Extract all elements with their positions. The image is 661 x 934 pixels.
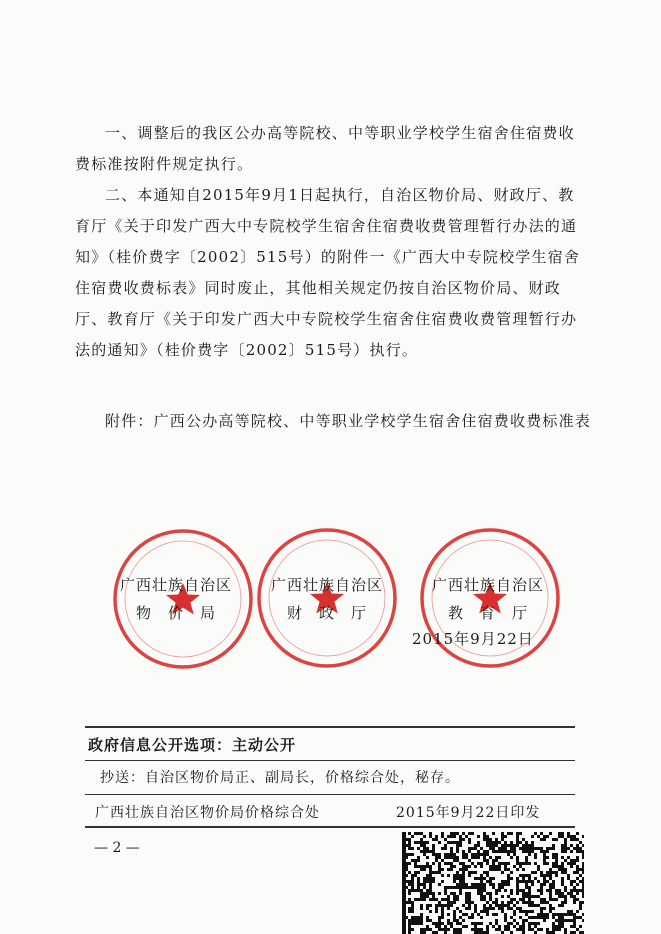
signatory-dept: 物 价 局	[135, 604, 216, 622]
footer-rule-bottom	[85, 826, 575, 828]
barcode-image	[402, 832, 584, 934]
signatory-region: 广西壮族自治区	[270, 576, 383, 594]
signatory-price-bureau	[116, 571, 236, 627]
disclosure-option: 政府信息公开选项：主动公开	[88, 736, 297, 754]
signatory-education-dept	[428, 571, 548, 627]
footer-rule-top	[85, 726, 575, 728]
issue-date: 2015年9月22日印发	[396, 805, 541, 821]
cc-list: 抄送：自治区物价局正、副局长，价格综合处，秘存。	[100, 770, 460, 786]
attachment-note: 附件：广西公办高等院校、中等职业学校学生宿舍住宿费收费标准表	[105, 412, 592, 430]
signatory-region: 广西壮族自治区	[119, 576, 232, 594]
paragraph-item-1: 一、调整后的我区公办高等院校、中等职业学校学生宿舍住宿费收费标准按附件规定执行。	[75, 124, 575, 173]
page-number: — 2 —	[94, 840, 140, 856]
paragraph-item-2: 二、本通知自2015年9月1日起执行，自治区物价局、财政厅、教育厅《关于印发广西大中专院校学生宿舍住宿费收费管理暂行办法的通知》（桂价费字〔2002〕515号）的附件一《广西大中专院校学生宿舍住宿费收费标表》同时废止，其他相关规定仍按自治区物价局、财政厅、教育厅《关于印发广西大中专院校学生宿舍住宿费收费管理暂行办法的通知》（桂价费字〔2002〕515号）执行。	[75, 186, 581, 359]
signatory-region: 广西壮族自治区	[431, 576, 544, 594]
signatory-dept: 财 政 厅	[286, 604, 367, 622]
sign-date: 2015年9月22日	[412, 630, 534, 648]
signatory-dept: 教 育 厅	[447, 604, 528, 622]
footer-rule	[85, 760, 575, 761]
issuing-office: 广西壮族自治区物价局价格综合处	[95, 805, 320, 821]
footer-rule	[85, 794, 575, 795]
signatory-finance-dept	[267, 571, 387, 627]
